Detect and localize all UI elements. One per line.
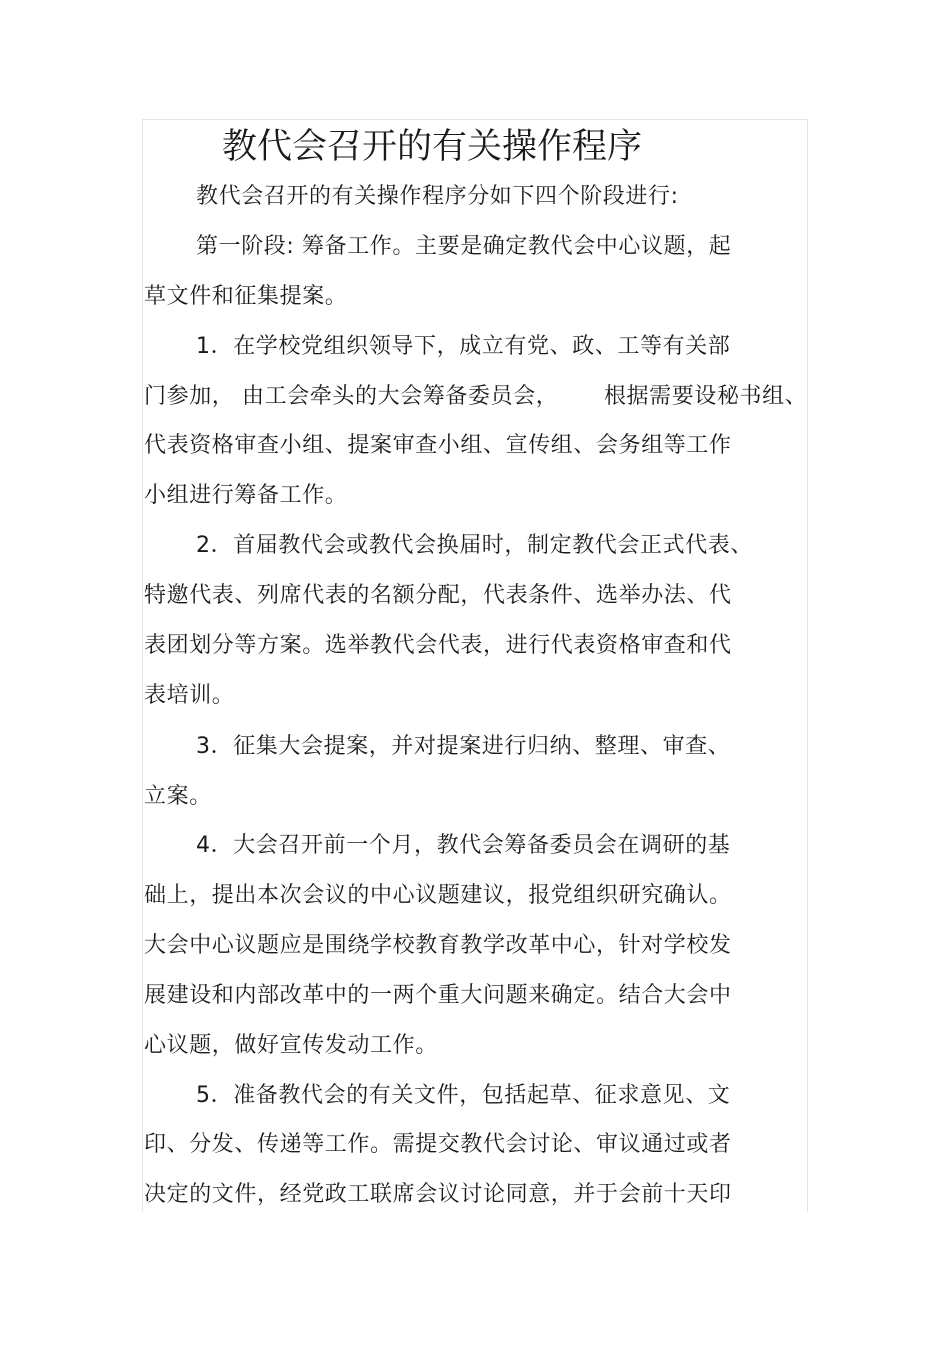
intro-line: 教代会召开的有关操作程序分如下四个阶段进行: [196,184,679,209]
item-2-line-3: 表团划分等方案。选举教代会代表，进行代表资格审查和代 [144,633,732,658]
item-3-line-2: 立案。 [144,784,212,809]
item-4-line-3: 大会中心议题应是围绕学校教育教学改革中心，针对学校发 [144,933,732,958]
document-title: 教代会召开的有关操作程序 [222,127,643,167]
item-5-line-1: 5．准备教代会的有关文件，包括起草、征求意见、文 [196,1083,731,1108]
item-5-line-2: 印、分发、传递等工作。需提交教代会讨论、审议通过或者 [144,1132,732,1157]
item-3-line-1: 3．征集大会提案，并对提案进行归纳、整理、审查、 [196,734,731,759]
item-4-line-1: 4．大会召开前一个月，教代会筹备委员会在调研的基 [196,833,731,858]
item-1-line-2: 门参加， 由工会牵头的大会筹备委员会， 根据需要设秘书组、 [144,384,808,409]
item-2-line-1: 2．首届教代会或教代会换届时，制定教代会正式代表、 [196,533,753,558]
item-1-line-3: 代表资格审查小组、提案审查小组、宣传组、会务组等工作 [144,433,732,458]
item-2-line-2: 特邀代表、列席代表的名额分配，代表条件、选举办法、代 [144,583,732,608]
item-4-line-5: 心议题，做好宣传发动工作。 [144,1033,438,1058]
stage-one-line-2: 草文件和征集提案。 [144,284,348,309]
item-5-line-3: 决定的文件，经党政工联席会议讨论同意，并于会前十天印 [144,1182,732,1207]
item-1-line-4: 小组进行筹备工作。 [144,483,348,508]
item-1-line-1: 1．在学校党组织领导下，成立有党、政、工等有关部 [196,334,731,359]
item-2-line-4: 表培训。 [144,683,235,708]
item-4-line-2: 础上，提出本次会议的中心议题建议，报党组织研究确认。 [144,883,732,908]
stage-one-line-1: 第一阶段: 筹备工作。主要是确定教代会中心议题，起 [196,234,732,259]
item-4-line-4: 展建设和内部改革中的一两个重大问题来确定。结合大会中 [144,983,732,1008]
